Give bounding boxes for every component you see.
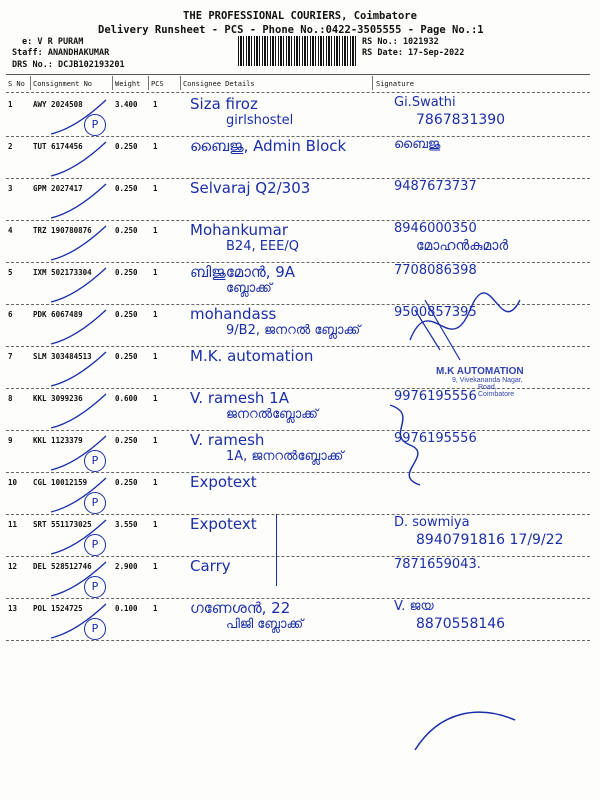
cell-consignment: DEL 528512746 [33,562,92,571]
check-mark-stroke [51,226,106,260]
page-title: THE PROFESSIONAL COURIERS, Coimbatore [183,10,417,22]
cell-sno: 7 [8,352,13,361]
table-row [6,472,590,515]
page-bottom-curve [410,700,520,760]
check-mark-icon [46,434,116,474]
signature-text-line2: 8940791816 17/9/22 [416,532,564,548]
check-mark-icon [46,182,116,222]
consignee-details: ബൈജു, Admin Block [190,137,347,155]
check-mark-icon [46,350,116,390]
table-row [6,556,590,599]
check-mark-stroke [51,394,106,428]
drs-number: DRS No.: DCJB102193201 [12,60,125,70]
signature-text-line2: 8870558146 [416,616,506,632]
cell-weight: 0.600 [115,394,138,403]
table-row [6,430,590,473]
column-header-weight: Weight [115,80,141,88]
cell-sno: 8 [8,394,13,403]
table-row [6,178,590,221]
cell-consignment: TUT 6174456 [33,142,83,151]
cell-consignment: CGL 10012159 [33,478,88,487]
company-stamp-line: Coimbatore [478,391,515,398]
cell-weight: 0.250 [115,310,138,319]
cell-consignment: PDK 6067489 [33,310,83,319]
cell-consignment: AWY 2024508 [33,100,83,109]
cell-consignment: KKL 1123379 [33,436,83,445]
consignee-details: V. ramesh 1A [190,389,289,407]
consignee-details: V. ramesh [190,431,265,449]
barcode [238,36,356,66]
cell-pcs: 1 [153,562,158,571]
signature-text: 9976195556 [394,389,477,404]
consignee-details: Siza firoz [190,95,258,113]
check-mark-stroke [51,562,106,596]
cell-consignment: SRT 551173025 [33,520,92,529]
cell-sno: 1 [8,100,13,109]
signature-text-line2: മോഹൻകുമാർ [416,238,509,254]
consignee-details: ബിജുമോൻ, 9A [190,263,296,281]
check-mark-icon [46,98,116,138]
cell-consignment: POL 1524725 [33,604,83,613]
company-stamp-name: M.K AUTOMATION [436,366,524,377]
signature-text: 9976195556 [394,431,477,446]
cell-weight: 0.250 [115,436,138,445]
scribble-stroke [410,293,520,340]
check-mark-icon [46,560,116,600]
cell-weight: 3.550 [115,520,138,529]
check-mark-icon [46,392,116,432]
consignee-details-line2: 1A, ജനറൽബ്ലോക്ക് [226,449,344,464]
cell-weight: 0.250 [115,352,138,361]
column-header-signature: Signature [376,80,414,88]
consignee-details-line2: B24, EEE/Q [226,239,299,254]
scribble-stroke [415,712,515,750]
delivery-stamp: P [84,534,106,556]
consignee-details: Carry [190,557,231,575]
check-mark-icon [46,308,116,348]
signature-text: 7871659043. [394,557,481,572]
cell-weight: 2.900 [115,562,138,571]
header-bottom-rule [6,92,590,93]
cell-weight: 0.100 [115,604,138,613]
consignee-details: Expotext [190,473,257,491]
cell-pcs: 1 [153,100,158,109]
cell-sno: 12 [8,562,18,571]
expotext-bracket [186,514,277,586]
check-mark-icon [46,602,116,642]
cell-pcs: 1 [153,520,158,529]
cell-sno: 4 [8,226,13,235]
cell-consignment: KKL 3099236 [33,394,83,403]
cell-sno: 10 [8,478,18,487]
check-mark-stroke [51,100,106,134]
cell-consignment: IXM 502173304 [33,268,92,277]
delivery-stamp: P [84,450,106,472]
consignee-details: Expotext [190,515,257,533]
scribble-stroke [415,300,460,360]
signature-text: D. sowmiya [394,515,470,530]
cell-weight: 0.250 [115,142,138,151]
scribble-stroke [390,405,420,485]
table-row [6,136,590,179]
cell-pcs: 1 [153,604,158,613]
cell-weight: 0.250 [115,226,138,235]
staff-label: Staff: ANANDHAKUMAR [12,48,110,58]
cell-sno: 2 [8,142,13,151]
signature-text: 7708086398 [394,263,477,278]
cell-sno: 13 [8,604,18,613]
check-mark-stroke [51,310,106,344]
check-mark-stroke [51,604,106,638]
consignee-details-line2: 9/B2, ജനറൽ ബ്ലോക്ക് [226,323,361,338]
cell-sno: 9 [8,436,13,445]
check-mark-stroke [51,268,106,302]
rs-date: RS Date: 17-Sep-2022 [362,48,465,58]
table-row [6,514,590,557]
signature-text: 8946000350 [394,221,477,236]
consignee-details-line2: പിജി ബ്ലോക്ക് [226,617,304,632]
delivery-stamp: P [84,618,106,640]
signature-text: Gi.Swathi [394,95,456,110]
check-mark-icon [46,266,116,306]
consignee-details-line2: girlshostel [226,113,294,128]
cell-pcs: 1 [153,478,158,487]
consignee-details-line2: ജനറൽബ്ലോക്ക് [226,407,318,422]
check-mark-icon [46,476,116,516]
signature-text: ബൈജു [394,137,441,152]
cell-pcs: 1 [153,226,158,235]
column-header-pcs: PCS [151,80,164,88]
cell-consignment: GPM 2027417 [33,184,83,193]
cell-pcs: 1 [153,268,158,277]
check-mark-stroke [51,352,106,386]
signature-text: 9487673737 [394,179,477,194]
cell-weight: 0.250 [115,268,138,277]
check-mark-stroke [51,520,106,554]
check-mark-icon [46,224,116,264]
cell-consignment: SLM 303484513 [33,352,92,361]
signature-text: 9500857395 [394,305,477,320]
cell-sno: 3 [8,184,13,193]
column-divider [112,76,113,90]
consignee-details: mohandass [190,305,277,323]
table-row [6,94,590,137]
delivery-stamp: P [84,576,106,598]
signature-text: V. ജയ [394,599,434,614]
cell-pcs: 1 [153,436,158,445]
header-top-rule [6,74,590,75]
consignee-details: M.K. automation [190,347,314,365]
company-stamp-line: 9, Vivekananda Nagar, [452,377,523,384]
row-divider [6,640,590,641]
table-row [6,220,590,263]
check-mark-icon [46,518,116,558]
table-row [6,598,590,641]
cell-sno: 6 [8,310,13,319]
consignee-details-line2: ബ്ലോക്ക് [226,281,272,296]
delivery-stamp: P [84,114,106,136]
column-divider [30,76,31,90]
cell-consignment: TRZ 190780876 [33,226,92,235]
signature-scribble [400,280,590,375]
cell-pcs: 1 [153,394,158,403]
cell-weight: 0.250 [115,478,138,487]
column-header-sno: S No [8,80,25,88]
column-divider [148,76,149,90]
column-header-consignment: Consignment No [33,80,93,88]
check-mark-stroke [51,478,106,512]
company-stamp-line: Road, [478,384,497,391]
signature-scribble [380,395,440,495]
column-divider [372,76,373,90]
cell-pcs: 1 [153,352,158,361]
cell-sno: 11 [8,520,18,529]
cell-pcs: 1 [153,184,158,193]
cell-sno: 5 [8,268,13,277]
delivery-stamp: P [84,492,106,514]
check-mark-icon [46,140,116,180]
check-mark-stroke [51,184,106,218]
cell-weight: 3.400 [115,100,138,109]
runsheet-subtitle: Delivery Runsheet - PCS - Phone No.:0422-3505555 - Page No.:1 [98,24,484,36]
cell-weight: 0.250 [115,184,138,193]
check-mark-stroke [51,142,106,176]
branch-label: e: V R PURAM [22,37,84,47]
check-mark-stroke [51,436,106,470]
signature-text-line2: 7867831390 [416,112,506,128]
cell-pcs: 1 [153,142,158,151]
consignee-details: Mohankumar [190,221,289,239]
consignee-details: ഗണേശൻ, 22 [190,599,291,617]
consignee-details: Selvaraj Q2/303 [190,179,311,197]
column-divider [180,76,181,90]
column-header-consignee: Consignee Details [183,80,255,88]
cell-pcs: 1 [153,310,158,319]
rs-number: RS No.: 1021932 [362,37,439,47]
